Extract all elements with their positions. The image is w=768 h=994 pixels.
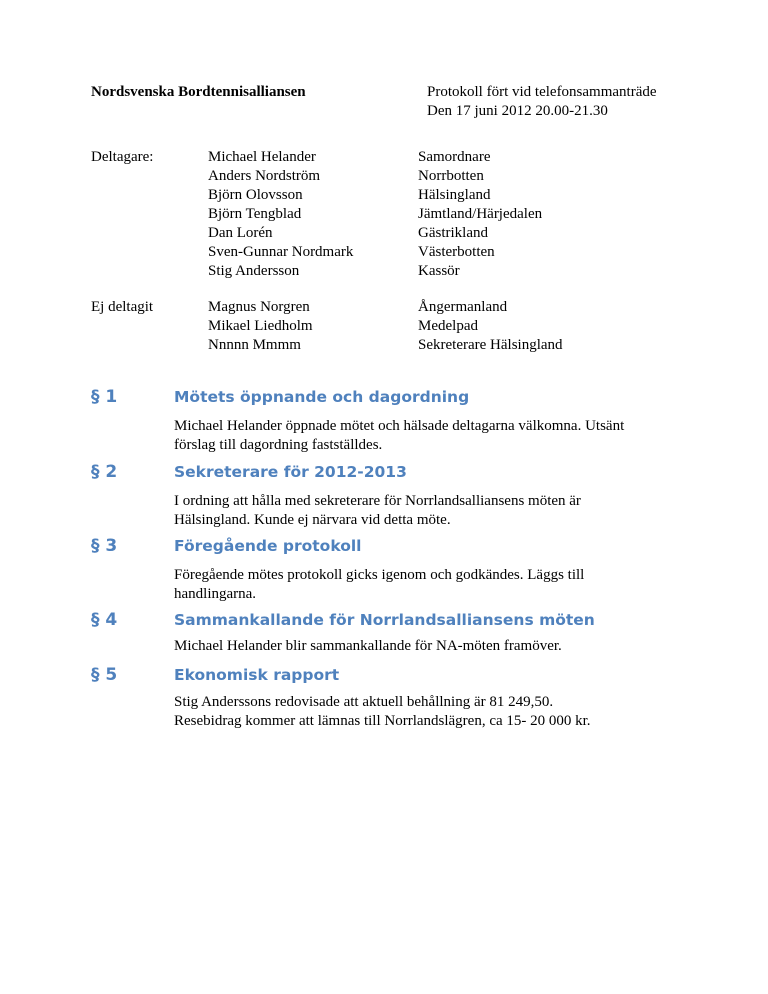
section-body [174,566,674,604]
section-number: § 2 [91,462,118,482]
participant-name: Stig Andersson [208,263,300,279]
section-text-line: Resebidrag kommer att lämnas till Norrlandslägren, ca 15- 20 000 kr. [174,713,591,729]
participant-role: Norrbotten [418,168,484,184]
organization-name: Nordsvenska Bordtennisalliansen [91,84,306,100]
protocol-date: Den 17 juni 2012 20.00-21.30 [427,103,608,119]
absent-role: Ångermanland [418,299,508,315]
section-number: § 5 [91,665,118,685]
section-text-line: Michael Helander öppnade mötet och hälsade deltagarna välkomna. Utsänt [174,418,625,434]
participant-name: Dan Lorén [208,225,273,241]
absent-role: Medelpad [418,318,478,334]
participants-names [208,148,353,281]
participant-name: Björn Tengblad [208,206,302,222]
section-body [174,693,674,731]
absent-name: Nnnnn Mmmm [208,337,301,353]
protocol-title: Protokoll fört vid telefonsammanträde [427,84,657,100]
participant-role: Samordnare [418,149,491,165]
absent-name: Magnus Norgren [208,299,310,315]
section-heading: Föregående protokoll [174,537,362,555]
section-heading: Mötets öppnande och dagordning [174,388,470,406]
section-number: § 4 [91,610,118,630]
participant-name: Sven-Gunnar Nordmark [208,244,354,260]
participant-role: Hälsingland [418,187,491,203]
section-text-line: förslag till dagordning fastställdes. [174,437,383,453]
section-text-line: handlingarna. [174,586,257,602]
section-text-line: Föregående mötes protokoll gicks igenom och godkändes. Läggs till [174,567,585,583]
participants-label: Deltagare: [91,149,154,165]
section-text-line: Hälsingland. Kunde ej närvara vid detta möte. [174,512,451,528]
section-heading: Sekreterare för 2012-2013 [174,463,407,481]
absent-label: Ej deltagit [91,299,154,315]
participant-role: Jämtland/Härjedalen [418,206,543,222]
section-heading: Sammankallande för Norrlandsalliansens möten [174,611,595,629]
absent-names [208,298,313,355]
absent-role: Sekreterare Hälsingland [418,337,563,353]
participant-role: Västerbotten [418,244,495,260]
section-text-line: Stig Anderssons redovisade att aktuell behållning är 81 249,50. [174,694,554,710]
participant-role: Gästrikland [418,225,488,241]
absent-roles [418,298,563,355]
participants-roles [418,148,542,281]
protocol-info [427,83,657,121]
section-body [174,637,674,656]
section-number: § 3 [91,536,118,556]
participant-name: Michael Helander [208,149,316,165]
section-text-line: I ordning att hålla med sekreterare för Norrlandsalliansens möten är [174,493,581,509]
section-number: § 1 [91,387,118,407]
section-heading: Ekonomisk rapport [174,666,340,684]
participant-name: Anders Nordström [208,168,321,184]
section-body [174,492,674,530]
section-text-line: Michael Helander blir sammankallande för NA-möten framöver. [174,638,562,654]
participant-role: Kassör [418,263,460,279]
participant-name: Björn Olovsson [208,187,303,203]
section-body [174,417,674,455]
absent-name: Mikael Liedholm [208,318,313,334]
